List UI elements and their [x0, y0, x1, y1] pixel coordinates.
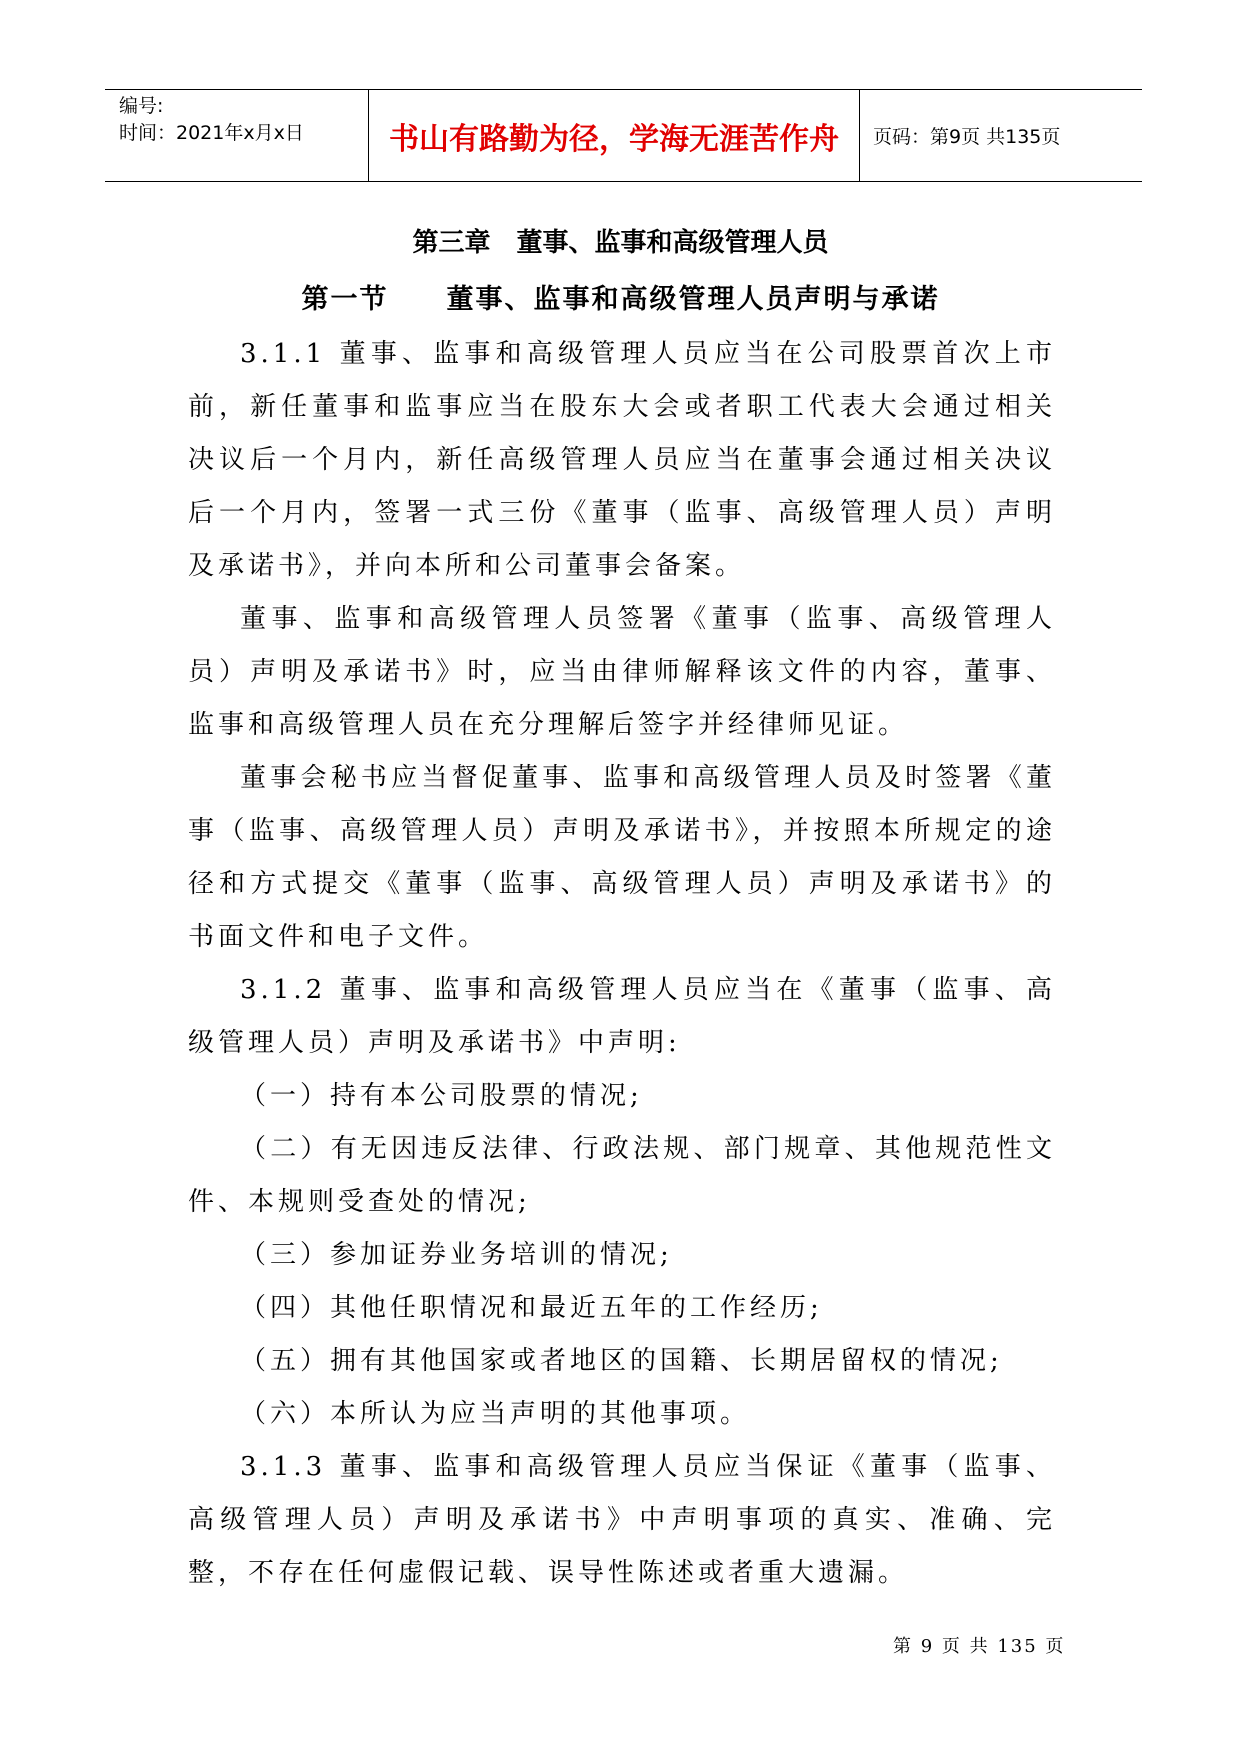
time-label: 时间：2021年x月x日 [119, 122, 304, 144]
paragraph: 3.1.2 董事、监事和高级管理人员应当在《董事（监事、高级管理人员）声明及承诺书》中声明: [188, 975, 1056, 1058]
list-item: （六）本所认为应当声明的其他事项。 [240, 1399, 751, 1429]
paragraph: 3.1.3 董事、监事和高级管理人员应当保证《董事（监事、高级管理人员）声明及承诺书》中声明事项的真实、准确、完整，不存在任何虚假记载、误导性陈述或者重大遗漏。 [188, 1452, 1056, 1588]
page-header [105, 89, 1142, 182]
list-item: （三）参加证券业务培训的情况; [240, 1240, 673, 1270]
list-item: （五）拥有其他国家或者地区的国籍、长期居留权的情况; [240, 1346, 1003, 1376]
paragraph: 董事、监事和高级管理人员签署《董事（监事、高级管理人员）声明及承诺书》时，应当由律师解释该文件的内容，董事、监事和高级管理人员在充分理解后签字并经律师见证。 [188, 604, 1056, 740]
document-body [188, 328, 1056, 1600]
header-divider-right [859, 89, 860, 182]
serial-label: 编号: [119, 95, 164, 117]
list-item: （四）其他任职情况和最近五年的工作经历; [240, 1293, 823, 1323]
paragraph: 3.1.1 董事、监事和高级管理人员应当在公司股票首次上市前，新任董事和监事应当在股东大会或者职工代表大会通过相关决议后一个月内，新任高级管理人员应当在董事会通过相关决议后一个月内，签署一式三份《董事（监事、高级管理人员）声明及承诺书》，并向本所和公司董事会备案。 [188, 339, 1056, 581]
section-title: 第一节 董事、监事和高级管理人员声明与承诺 [301, 284, 940, 315]
header-page-info: 页码：第9页 共135页 [873, 126, 1061, 148]
chapter-title: 第三章 董事、监事和高级管理人员 [412, 228, 829, 258]
header-meta [119, 93, 304, 147]
paragraph: 董事会秘书应当督促董事、监事和高级管理人员及时签署《董事（监事、高级管理人员）声明及承诺书》，并按照本所规定的途径和方式提交《董事（监事、高级管理人员）声明及承诺书》的书面文件和电子文件。 [188, 763, 1056, 952]
header-motto: 书山有路勤为径，学海无涯苦作舟 [389, 121, 839, 157]
page-footer: 第 9 页 共 135 页 [893, 1636, 1066, 1657]
list-item: （一）持有本公司股票的情况; [240, 1081, 643, 1111]
list-item: （二）有无因违反法律、行政法规、部门规章、其他规范性文件、本规则受查处的情况; [188, 1134, 1056, 1217]
